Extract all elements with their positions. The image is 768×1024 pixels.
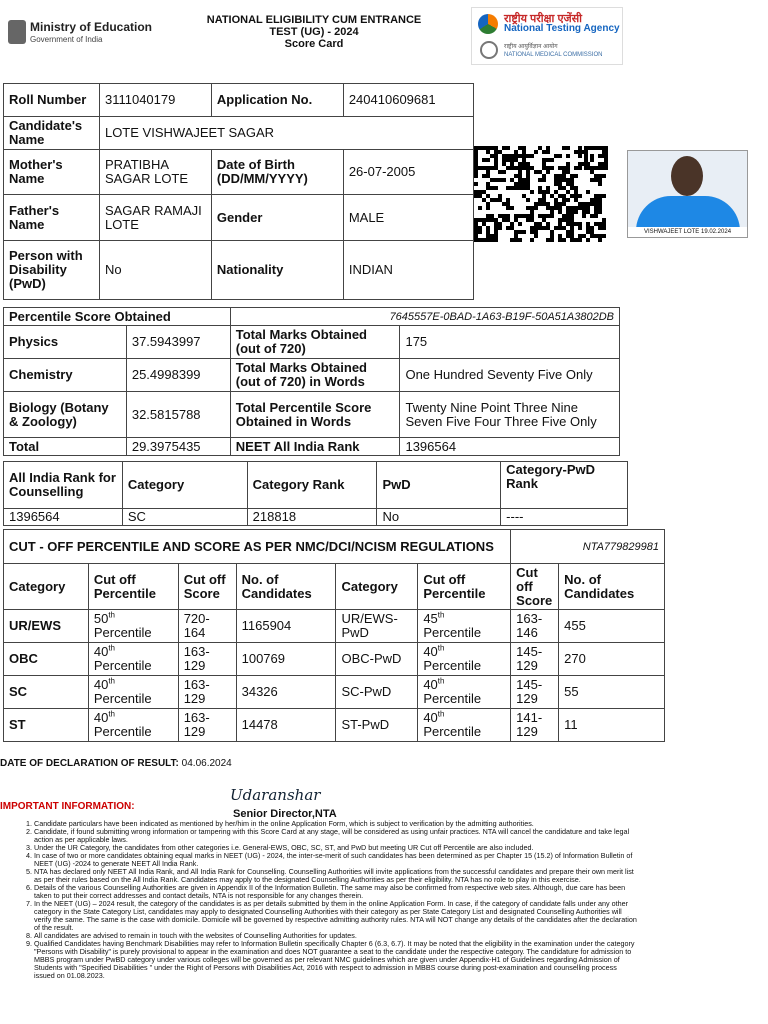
biology-score: 32.5815788 xyxy=(126,392,230,438)
percentile-section-label: Percentile Score Obtained xyxy=(4,308,231,326)
cutoff-table xyxy=(3,529,665,742)
ministry-logo xyxy=(6,18,156,48)
category-rank-value: 218818 xyxy=(247,509,377,526)
note-item: 7. In the NEET (UG) – 2024 result, the category of the candidates is as per details submitted by them in the online Application Form. In case, if the category of candidate falls under any other category in the State Category List, candidates may apply to designated Counselling Authorities with their category as per State Category List and designated Counselling Authorities will verify the same. The same is the case with domicile. Domicile will be governed by respective admitting authority rules. NTA will NOT change any details of the candidates after the declaration of the result. xyxy=(34,900,639,932)
gender-label: Gender xyxy=(211,195,343,241)
name-label: Candidate's Name xyxy=(4,117,100,150)
percentile-words-label: Total Percentile Score Obtained in Words xyxy=(230,392,400,438)
marks-words-label: Total Marks Obtained (out of 720) in Words xyxy=(230,359,400,392)
roll-number: 3111040179 xyxy=(99,84,211,117)
pwd-value: No xyxy=(99,241,211,300)
note-item: 9. Qualified Candidates having Benchmark Disabilities may refer to Information Bulletin specifically Chapter 6 (6.3, 6.7). It may be noted that the eligibility in the examination under the category "Persons with Disability" is purely provisional to appear in the examination and does NOT guarantee a seat to the candidate under the respective category. The candidature for admission to MBBS program under PwBD category under various colleges will be governed as per relevant NMC guidelines which are given under Appendix-H1 of Guidelines regarding Admission of Students with "Specified Disabilities " under the Right of Persons with Disabilities Act, 2016 with respect to admission in MBBS course during post-examination and counselling process issued on 01.08.2023. xyxy=(34,940,639,980)
nta-logo-icon xyxy=(478,14,498,34)
declaration-date xyxy=(0,758,232,769)
cutoff-header-row xyxy=(4,564,665,610)
cutoff-row: SC 40th Percentile 163-129 34326 SC-PwD 40th Percentile 145-129 55 xyxy=(4,676,665,709)
category-label: Category xyxy=(122,462,247,509)
candidate-name: LOTE VISHWAJEET SAGAR xyxy=(99,117,473,150)
nta-english-name: National Testing Agency xyxy=(504,23,620,34)
all-india-rank: 1396564 xyxy=(400,438,620,456)
nta-hindi-name: राष्ट्रीय परीक्षा एजेंसी xyxy=(504,13,582,25)
nationality-label: Nationality xyxy=(211,241,343,300)
chemistry-label: Chemistry xyxy=(4,359,127,392)
marks-in-words: One Hundred Seventy Five Only xyxy=(400,359,620,392)
nmc-logo-icon xyxy=(480,41,498,59)
note-item: 5. NTA has declared only NEET All India Rank, and All India Rank for Counselling. Counselling Authorities will invite applications from the successful candidates and prepare their own merit list as per their rules based on the All India Rank. Candidates may apply to the designated Counselling Authorities as per their eligibility. NTA has no role to play in this exercise. xyxy=(34,868,639,884)
qr-code xyxy=(474,146,608,242)
cutoff-header-cell: Cut off Score xyxy=(511,564,559,610)
cutoff-header-cell: No. of Candidates xyxy=(559,564,665,610)
physics-label: Physics xyxy=(4,326,127,359)
cutoff-title: CUT - OFF PERCENTILE AND SCORE AS PER NMC/DCI/NCISM REGULATIONS xyxy=(4,530,511,564)
mother-label: Mother's Name xyxy=(4,150,100,195)
cutoff-header-cell: Cut off Percentile xyxy=(88,564,178,610)
cutoff-header-cell: Category xyxy=(336,564,418,610)
important-notes-list xyxy=(20,820,639,980)
chemistry-score: 25.4998399 xyxy=(126,359,230,392)
photo-date: 19.02.2024 xyxy=(701,229,732,235)
nta-logo-block xyxy=(471,7,623,65)
nmc-hindi-name: राष्ट्रीय आयुर्विज्ञान आयोग xyxy=(504,44,558,50)
signatory-title: Senior Director,NTA xyxy=(233,808,337,820)
mother-name: PRATIBHA SAGAR LOTE xyxy=(99,150,211,195)
nationality-value: INDIAN xyxy=(343,241,473,300)
air-counselling-value: 1396564 xyxy=(4,509,123,526)
declaration-label: DATE OF DECLARATION OF RESULT: xyxy=(0,758,179,769)
gender-value: MALE xyxy=(343,195,473,241)
father-label: Father's Name xyxy=(4,195,100,241)
note-item: 8. All candidates are advised to remain in touch with the websites of Counselling Authorities for updates. xyxy=(34,932,639,940)
biology-label: Biology (Botany & Zoology) xyxy=(4,392,127,438)
application-number: 240410609681 xyxy=(343,84,473,117)
declaration-date-value: 04.06.2024 xyxy=(181,758,232,769)
note-item: 6. Details of the various Counselling Authorities are given in Appendix II of the Information Bulletin. The same may also be confirmed from respective web sites. Although, due care has been taken to put their correct addresses and contact details, NTA is not responsible for any changes therein. xyxy=(34,884,639,900)
cutoff-code: NTA779829981 xyxy=(511,530,665,564)
roll-label: Roll Number xyxy=(4,84,100,117)
signature: Udaranshar xyxy=(230,786,321,804)
ministry-subtitle: Government of India xyxy=(30,35,103,44)
application-label: Application No. xyxy=(211,84,343,117)
total-percentile: 29.3975435 xyxy=(126,438,230,456)
pwd-label: Person with Disability (PwD) xyxy=(4,241,100,300)
cutoff-header-cell: Cut off Percentile xyxy=(418,564,511,610)
percentile-in-words: Twenty Nine Point Three Nine Seven Five Four Three Five Only xyxy=(400,392,620,438)
page-title: NATIONAL ELIGIBILITY CUM ENTRANCE TEST (UG) - 2024 Score Card xyxy=(206,14,422,50)
physics-score: 37.5943997 xyxy=(126,326,230,359)
note-item: 4. In case of two or more candidates obtaining equal marks in NEET (UG) - 2024, the inter-se-merit of such candidates has been determined as per Chapter 15 (15.2) of Information Bulletin of NEET (UG) -2024 to generate NEET All India Rank. xyxy=(34,852,639,868)
cutoff-row: OBC 40th Percentile 163-129 100769 OBC-PwD 40th Percentile 145-129 270 xyxy=(4,643,665,676)
father-name: SAGAR RAMAJI LOTE xyxy=(99,195,211,241)
total-marks-label: Total Marks Obtained (out of 720) xyxy=(230,326,400,359)
important-info-heading: IMPORTANT INFORMATION: xyxy=(0,801,135,812)
emblem-icon xyxy=(8,20,26,44)
score-hash: 7645557E-0BAD-1A63-B19F-50A51A3802DB xyxy=(230,308,619,326)
scores-table xyxy=(3,307,620,456)
ministry-name: Ministry of Education xyxy=(30,20,153,34)
category-pwd-rank-value: ---- xyxy=(501,509,628,526)
dob-label: Date of Birth (DD/MM/YYYY) xyxy=(211,150,343,195)
category-rank-label: Category Rank xyxy=(247,462,377,509)
note-item: 2. Candidate, if found submitting wrong information or tampering with this Score Card at any stage, will be considered as using unfair practices. NTA will cancel the candidature and take legal action as per applicable laws. xyxy=(34,828,639,844)
qr-code-icon xyxy=(474,146,608,242)
cutoff-header-cell: No. of Candidates xyxy=(236,564,336,610)
cutoff-header-cell: Cut off Score xyxy=(178,564,236,610)
nmc-english-name: NATIONAL MEDICAL COMMISSION xyxy=(504,52,603,58)
category-value: SC xyxy=(122,509,247,526)
category-pwd-rank-label: Category-PwD Rank xyxy=(501,462,628,509)
cutoff-header-cell: Category xyxy=(4,564,89,610)
note-item: 1. Candidate particulars have been indicated as mentioned by her/him in the online Application Form, which is subject to verification by the admitting authorities. xyxy=(34,820,639,828)
photo-caption: VISHWAJEET LOTE xyxy=(643,229,700,235)
rank-table xyxy=(3,461,628,526)
total-label: Total xyxy=(4,438,127,456)
air-counselling-label: All India Rank for Counselling xyxy=(4,462,123,509)
rank-pwd-value: No xyxy=(377,509,501,526)
cutoff-row: ST 40th Percentile 163-129 14478 ST-PwD 40th Percentile 141-129 11 xyxy=(4,709,665,742)
candidate-photo xyxy=(627,150,748,238)
total-marks: 175 xyxy=(400,326,620,359)
note-item: 3. Under the UR Category, the candidates from other categories i.e. General-EWS, OBC, SC, ST, and PwD but meeting UR Cut off Percentile are also included. xyxy=(34,844,639,852)
air-label: NEET All India Rank xyxy=(230,438,400,456)
cutoff-row: UR/EWS 50th Percentile 720-164 1165904 UR/EWS-PwD 45th Percentile 163-146 455 xyxy=(4,610,665,643)
dob-value: 26-07-2005 xyxy=(343,150,473,195)
rank-pwd-label: PwD xyxy=(377,462,501,509)
